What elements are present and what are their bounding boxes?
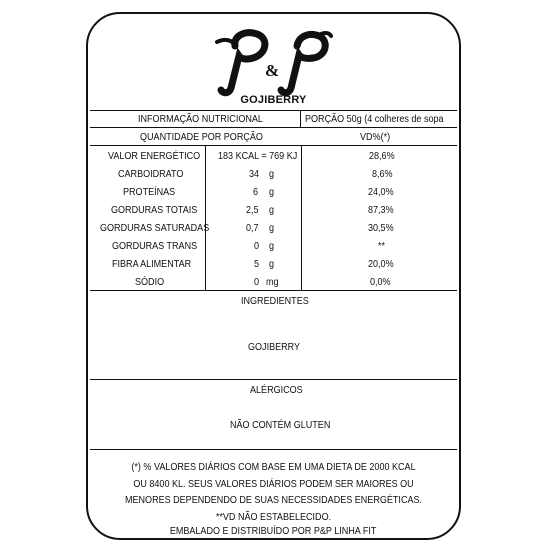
daily-value-notes: [90, 459, 457, 525]
allergens-heading: ALÉRGICOS: [250, 384, 303, 396]
nutrient-name: CARBOIDRATO: [118, 168, 184, 180]
nutrient-unit: g: [269, 204, 275, 216]
product-title: GOJIBERRY: [240, 94, 307, 106]
logo-ampersand: &: [265, 61, 280, 80]
nutrient-vd: **: [378, 240, 386, 252]
nutrient-amount: 5: [254, 258, 260, 270]
nutrient-name: GORDURAS TOTAIS: [111, 204, 198, 216]
nutrient-amount: 0: [254, 240, 260, 252]
nutrient-vd: 30,5%: [368, 222, 394, 234]
nutrient-amount: 0,7: [246, 222, 259, 234]
nutrient-unit: g: [269, 186, 275, 198]
quantity-label: QUANTIDADE POR PORÇÃO: [140, 131, 263, 143]
nutrient-unit: g: [269, 168, 275, 180]
nutrient-name: FIBRA ALIMENTAR: [112, 258, 192, 270]
nutrient-unit: g: [269, 222, 275, 234]
allergens-text: NÃO CONTÉM GLUTEN: [230, 419, 331, 431]
nutrient-unit: g: [269, 258, 275, 270]
vd-label: VD%(*): [360, 131, 391, 143]
nutrient-unit: mg: [266, 276, 279, 288]
nutrient-name: PROTEÍNAS: [123, 186, 176, 198]
ingredients-heading: INGREDIENTES: [241, 295, 309, 307]
nutrient-unit: g: [269, 240, 275, 252]
distributor-footer: [90, 525, 457, 537]
note-line: **VD NÃO ESTABELECIDO.: [215, 510, 332, 523]
note-line: MENORES DEPENDENDO DE SUAS NECESSIDADES ENERGÉTICAS.: [124, 494, 423, 506]
nutrient-name: GORDURAS TRANS: [112, 240, 198, 252]
nutrient-amount: 6: [253, 186, 259, 198]
note-line: (*) % VALORES DIÁRIOS COM BASE EM UMA DIETA DE 2000 KCAL: [131, 461, 416, 473]
nutrient-vd: 28,6%: [369, 150, 395, 162]
note-line: OU 8400 KL. SEUS VALORES DIÁRIOS PODEM SER MAIORES OU: [133, 477, 414, 490]
nutrient-vd: 24,0%: [368, 186, 394, 198]
nutrient-amount: 34: [249, 168, 260, 180]
info-label: INFORMAÇÃO NUTRICIONAL: [138, 113, 263, 125]
portion-label: PORÇÃO 50g (4 colheres de sopa: [305, 113, 444, 125]
ingredients-text: GOJIBERRY: [248, 341, 301, 353]
nutrient-vd: 87,3%: [368, 204, 394, 216]
nutrient-name: SÓDIO: [135, 276, 165, 288]
nutrient-name: GORDURAS SATURADAS: [100, 222, 210, 234]
nutrient-amount: 2,5: [246, 204, 259, 216]
nutrient-vd: 8,6%: [372, 168, 393, 180]
brand-logo: [205, 26, 335, 98]
nutrient-amount: 183 KCAL = 769 KJ: [218, 150, 298, 162]
nutrient-vd: 0,0%: [370, 276, 391, 288]
footer-text: EMBALADO E DISTRIBUÍDO POR P&P LINHA FIT: [170, 525, 377, 537]
nutrient-name: VALOR ENERGÉTICO: [108, 150, 201, 162]
nutrient-vd: 20,0%: [368, 258, 394, 270]
nutrient-amount: 0: [254, 276, 260, 288]
